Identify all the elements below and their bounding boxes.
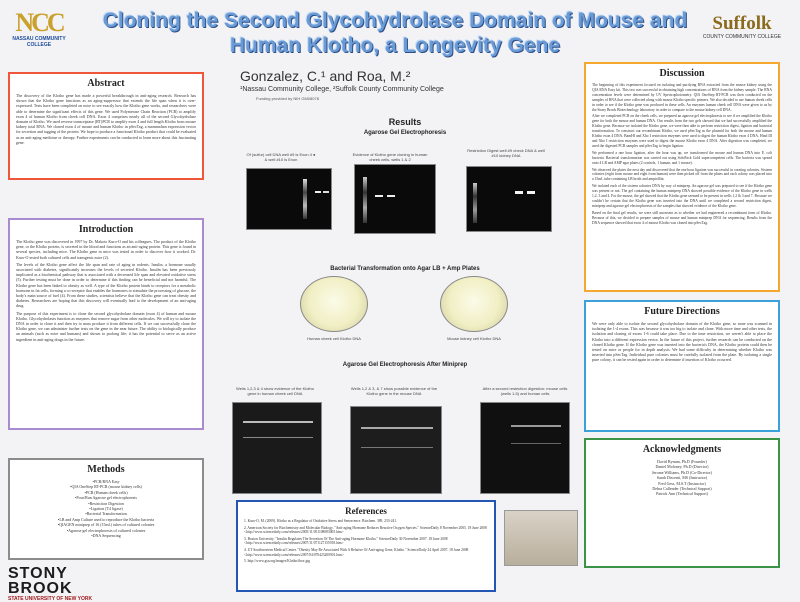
discussion-paragraph: We isolated each of the sixteen colonies DNA by way of miniprep. An agarose gel was prepared to see if the Klotho gene was present or not. The gel containing the human miniprep DNA showed possible evidence of the Klotho gene in wells 1,2, 3 and 4. For the mouse, the gel showed that the Klotho gene seemed to be present in wells 1,2 & 3 and 7. Because we couldn't be certain that the Klotho gene was inserted into the DNA until we completed a second restriction digest, miniprep and agarose gel electrophoresis of the samples that showed evidence of the Klotho gene. — [592, 184, 772, 208]
miniprep-caption: Wells 1,2 & 3, & 7 show possible evidence of the Klotho gene in the mouse DNA — [350, 386, 438, 396]
discussion-heading: Discussion — [659, 68, 705, 79]
plate-caption: Human cheek cell Klotho DNA — [307, 336, 361, 341]
method-item: •PCR/RNA Easy — [92, 479, 120, 484]
method-item: •QIA OneStep RT-PCR (mouse kidney cells) — [70, 484, 142, 490]
miniprep-gel-image — [232, 402, 322, 494]
gel-ladder-lane — [303, 179, 307, 219]
acknowledgment-name: Fred Gess, M.S.T (Instructor) — [658, 480, 706, 486]
gel-band — [511, 443, 561, 444]
stony-brook-wordmark: STONY BROOK — [8, 565, 73, 597]
affiliations: ¹Nassau Community College, ²Suffolk County Community College — [240, 86, 444, 93]
introduction-section — [8, 218, 204, 430]
agar-plate-human — [300, 276, 368, 332]
future-directions-section — [584, 300, 780, 432]
abstract-text: The discovery of the Klotho gene has made a powerful breakthrough in anti-aging research. Research has shown that the Klotho gene functions as an aging-suppressor that extends the life span when it is over-expressed. Tests have been completed on mice to see exactly how the Klotho gene works, and researchers were able to determine the significant effects of this gene. We used Polymerase Chain Reaction (PCR) to amplify exon 4 of human Klotho from cheek cell DNA. Exon 4 comprises nearly all of the second Glycohydrolase domain of Klotho. We used reverse transcriptase (RT)PCR to amplify exon 4 and full length Klotho from mouse kidney total RNA. We cloned exon 4 of mouse and human Klotho in pSecTag, a mammalian expression vector for secretion and tagging of the protein. We hope to produce a functional Klotho product that could be evaluated as an anti-aging medicine or therapy. Further experiments can be conducted to learn more about this fascinating gene. — [16, 93, 196, 145]
acknowledgments-heading: Acknowledgments — [642, 444, 722, 455]
gel-band — [511, 425, 561, 427]
suffolk-logo — [692, 14, 792, 44]
gel-band — [361, 447, 433, 448]
stony-brook-logo — [8, 565, 128, 602]
discussion-paragraph: We observed the plates the next day and discovered that the one hour ligation was successful in creating colonies. Sixteen colonies (eight from mouse and eight from human) were then picked off from the plates and each colony was placed into a 15mL tube containing LB broth and ampicillin. — [592, 167, 772, 182]
gel-band — [527, 191, 535, 194]
gel-band — [315, 191, 321, 193]
method-item: •QIAGEN miniprep of 16 (15ml.) tubes of cultured colonies — [57, 522, 155, 528]
gel-band — [375, 195, 383, 197]
reference-item: 1. Kuro-O, M. (2009). Klotho as a Regulator of Oxidative Stress and Senescence. Biochem. 389, 233-241. — [244, 519, 398, 523]
method-item: •LB and Amp Culture used to reproduce the Klotho bacteria — [57, 516, 155, 522]
acknowledgment-name: Sarah Discenti, MS (Instructor) — [656, 475, 708, 481]
miniprep-gel-image — [350, 406, 442, 494]
miniprep-caption: After a second restriction digestion: mouse cells (wells 1-5) and human cells — [482, 386, 568, 396]
acknowledgment-name: Jerome Williams, Ph.D (Co-Director) — [651, 469, 713, 475]
method-item: •Restriction Digestion — [88, 500, 124, 506]
miniprep-heading: Agarose Gel Electrophoresis After Miniprep — [342, 362, 468, 368]
gel-caption: Restriction Digest well #9 check DNA & well #10 kidney DNA — [467, 148, 545, 158]
method-item: •Pour/Run Agarose gel electrophoresis — [75, 495, 137, 501]
gel-electrophoresis-heading: Agarose Gel Electrophoresis — [363, 130, 447, 136]
stony-brook-subtitle: STATE UNIVERSITY OF NEW YORK — [8, 596, 93, 602]
plate-caption: Mouse kidney cell Klotho DNA — [447, 336, 501, 341]
reference-item: 4. UT Southwestern Medical Center. "Obesity May Be Associated With A Relative Of Anti-aging Gene, Klotho." ScienceDaily 24 April 2007. 18 June 2008 <http://www.sciencedaily.com/releases/2007/04/070423200901.htm> — [244, 547, 469, 557]
gel-band — [387, 195, 395, 197]
gel-image — [466, 166, 552, 232]
suffolk-logo-subtitle: COUNTY COMMUNITY COLLEGE — [702, 34, 782, 40]
funding-note: Funding provided by NIH GM08078 — [256, 96, 319, 101]
discussion-section — [584, 62, 780, 292]
discussion-paragraph: We performed a one hour ligation, after the hour was up, we transformed the mouse and human DNA into E. coli bacteria. Bacterial transformation was carried out using SoloPack Gold supercompetent cells. The bacteria was spread onto 4 LB and AMP agar plates (2 controls, 1 human, and 1 mouse). — [592, 150, 772, 165]
introduction-paragraph: The Klotho gene was discovered in 1997 by Dr. Makoto Kuro-O and his colleagues. The product of the Klotho gene, or the Klotho protein, is secreted in the blood and functions as an anti-aging protein. This gene is found in several species, including mice. The Klotho gene in mice was tested in order to discover how it worked. Dr. Kuro-O tested both cultured cells and transgenic mice (2). — [16, 239, 196, 260]
method-item: •Agarose gel electrophoresis of cultured colonies — [66, 527, 146, 533]
references-heading: References — [345, 506, 387, 516]
agar-plate-mouse — [440, 276, 508, 332]
gel-image — [246, 168, 332, 230]
gel-ladder-lane — [473, 183, 477, 223]
discussion-paragraph: After we completed PCR on the cheek cells, we prepared an agarose gel electrophoresis to see if we amplified the Klotho gene for both the mouse and human DNA. Our results from the two gels showed that we had successfully amplified the Klotho gene. Because we isolated the Klotho gene, we were then able to perform restriction digest, ligation and bacterial transformation. To construct our recombinant Klotho, we used pSecTag as the plasmid for both the mouse and human Klotho exon 4 DNA. BamHI and Xho I restriction enzymes were used to digest the human Klotho exon 4 DNA. Hind III and Xho I restriction enzymes were used to digest the mouse Klotho exon 4 DNA. After digestion was completed, we used the digested PCR samples and pSecTag to begin ligation. — [592, 114, 772, 148]
introduction-paragraph: The levels of the Klotho gene affect the life span and rate of aging in rodents. Insulin, a hormone usually associated with diabetes, significantly increases the levels of secreted Klotho. Insulin has been previously implicated as a biochemical pathway that is associated with a decreased life span and elevated oxidative stress (5). Further testing must be done in order to determine if this finding can be beneficial and not harmful. The Klotho gene has been linked to obesity as well. A type of the Klotho protein binds to receptors for a metabolic hormone in fat cells, forming a co-receptor that enables the hormones to stimulate the processing of glucose, the body's main source of fuel (4). From these studies, scientists believe that the Klotho gene can treat obesity and diabetes. Researchers are hoping that this discovery will eventually lead to the development of an anti-aging drug. — [16, 261, 196, 309]
acknowledgment-name: Patrick Ann (Technical Support) — [656, 491, 708, 497]
gel-band — [323, 191, 329, 193]
method-item: •Bacterial Transformation — [85, 511, 127, 517]
introduction-heading: Introduction — [78, 224, 134, 235]
future-directions-heading: Future Directions — [644, 306, 720, 317]
introduction-paragraph: The purpose of this experiment is to clone the second glycohydrolase domain (exon 4) of human and mouse Klotho. Glycohydrolases function as enzymes that remove sugar from other molecules. We will try to isolate the DNA in order to clone it and then try to mass produce it from different cells. If we can successfully clone the Klotho gene, we can administer further tests on the gene in the near future. The ability to biologically produce an animals (such as mice and humans) and shown to prolong life; it has the potential to serve as an active ingredient in anti-aging drugs in the future. — [16, 310, 196, 342]
ncc-logo-subtitle: NASSAU COMMUNITY COLLEGE — [12, 36, 66, 48]
miniprep-caption: Wells 1,2,3 & 4 show evidence of the Klotho gene in human cheek cell DNA — [236, 386, 314, 396]
method-item: •DNA Sequencing — [91, 533, 121, 539]
discussion-paragraph: The beginning of this experiment focused on isolating and purifying RNA extracted from the mouse kidney using the QIA RNA Easy kit. This test was successful in obtaining high concentrations of RNA from the kidney sample. The RNA concentration levels were determined by UV Spectrophotometry. QIA OneStep RT-PCR was then conducted on the samples of RNA that were collected along with mouse Klotho specific primers. We also decided to use human cheek cells in order to see if the Klotho gene was produced in these cells. An enzymes human cheek cell DNA were given to us by the Stony Brook Biotechnology laboratory in order to compare to the mouse kidney cell DNA. — [592, 83, 772, 112]
nassau-logo — [8, 10, 70, 58]
suffolk-logo-word: Suffolk — [712, 13, 772, 34]
miniprep-gel-image — [480, 402, 570, 494]
transformation-heading: Bacterial Transformation onto Agar LB + Amp Plates — [330, 266, 480, 272]
method-item: •Ligation (T4 ligase) — [89, 506, 123, 512]
reference-item[interactable]: 5. http://www.gsa.org/images/Klotho/tbox.jpg — [244, 559, 311, 564]
results-heading: Results — [388, 117, 422, 127]
gel-caption: Of (sulfur) cell DNA well #9 is Exon 4 ● & well #10 is Exon — [246, 152, 316, 162]
method-item: •PCR (Human cheek cells) — [84, 489, 128, 495]
reference-item: 2. American Society for Biochemistry and Molecular Biology. "Anti-aging Hormone Reduces Reactive Oxygen Species." ScienceDaily 8 November 2005. 18 June 2008 <http://www.sciencedaily.com/releases/2005/11/051108083005.htm> — [244, 525, 487, 535]
gel-band — [243, 421, 313, 423]
gel-caption: Evidence of Klotho gene cloning in human cheek cells, wells 1 & 2 — [352, 152, 428, 162]
gel-band — [515, 191, 523, 194]
acknowledgment-name: David Bynum, Ph.D (Founder) — [657, 459, 707, 464]
abstract-section — [8, 72, 204, 180]
gel-ladder-lane — [363, 177, 367, 223]
discussion-paragraph: Based on the final gel results, we were still uncertain as to whether we had engineered a recombinant form of Klotho. Because of this, we decided to prepare samples of mouse and human miniprep DNA for sequencing. Results from the DNA sequence showed that exon 4 of mouse Klotho was cloned into pSecTag. — [592, 210, 772, 225]
methods-heading: Methods — [87, 464, 125, 475]
gel-image — [354, 164, 436, 234]
reference-item: 3. Boston University. "Insulin Regulates The Secretion Of The Anti-aging Hormone Klotho." ScienceDaily 30 November 2007. 18 June 2008 <http://www.sciencedaily.com/releases/2007/11/071127155918.htm> — [244, 536, 448, 546]
references-section — [236, 500, 496, 592]
methods-section — [8, 458, 204, 560]
ncc-logo-mark: NCC — [15, 8, 63, 37]
gel-band — [361, 427, 433, 429]
acknowledgments-section — [584, 438, 780, 568]
acknowledgment-name: Daniel Moloney, Ph.D (Director) — [655, 464, 709, 470]
klotho-photo — [504, 510, 578, 566]
future-directions-text: We were only able to isolate the second glycohydrolase domain of the Klotho gene, so none was scanned in isolating the 1-4 exons. This was because it was too big to isolate and clone. With more time and other tests, the isolation and cloning of exons 1-6 could take place. Due to the time restriction, we weren't able to place the Klotho into a different expression vector. In the future of this project, further research can be conducted on the cloned Klotho gene. If the Klotho gene was inserted into the bacteria's DNA, the Klotho protein could then be tested on mice or people for in depth analysis. We had some difficulty in determining whether Klotho was inserted into pSecTag. Individual pure colonies must be carefully isolated from the plate. By isolating a single pure colony, it can be tested again in order to determine if insertion of Klotho occurred. — [592, 321, 772, 363]
gel-band — [243, 437, 313, 438]
acknowledgment-name: Debra Callender (Technical Support) — [652, 486, 712, 492]
authors: Gonzalez, C.¹ and Roa, M.² — [240, 68, 411, 84]
abstract-heading: Abstract — [87, 78, 125, 89]
poster-title: Cloning the Second Glycohydrolase Domain of Mouse and Human Klotho, a Longevity Gene — [102, 9, 688, 57]
